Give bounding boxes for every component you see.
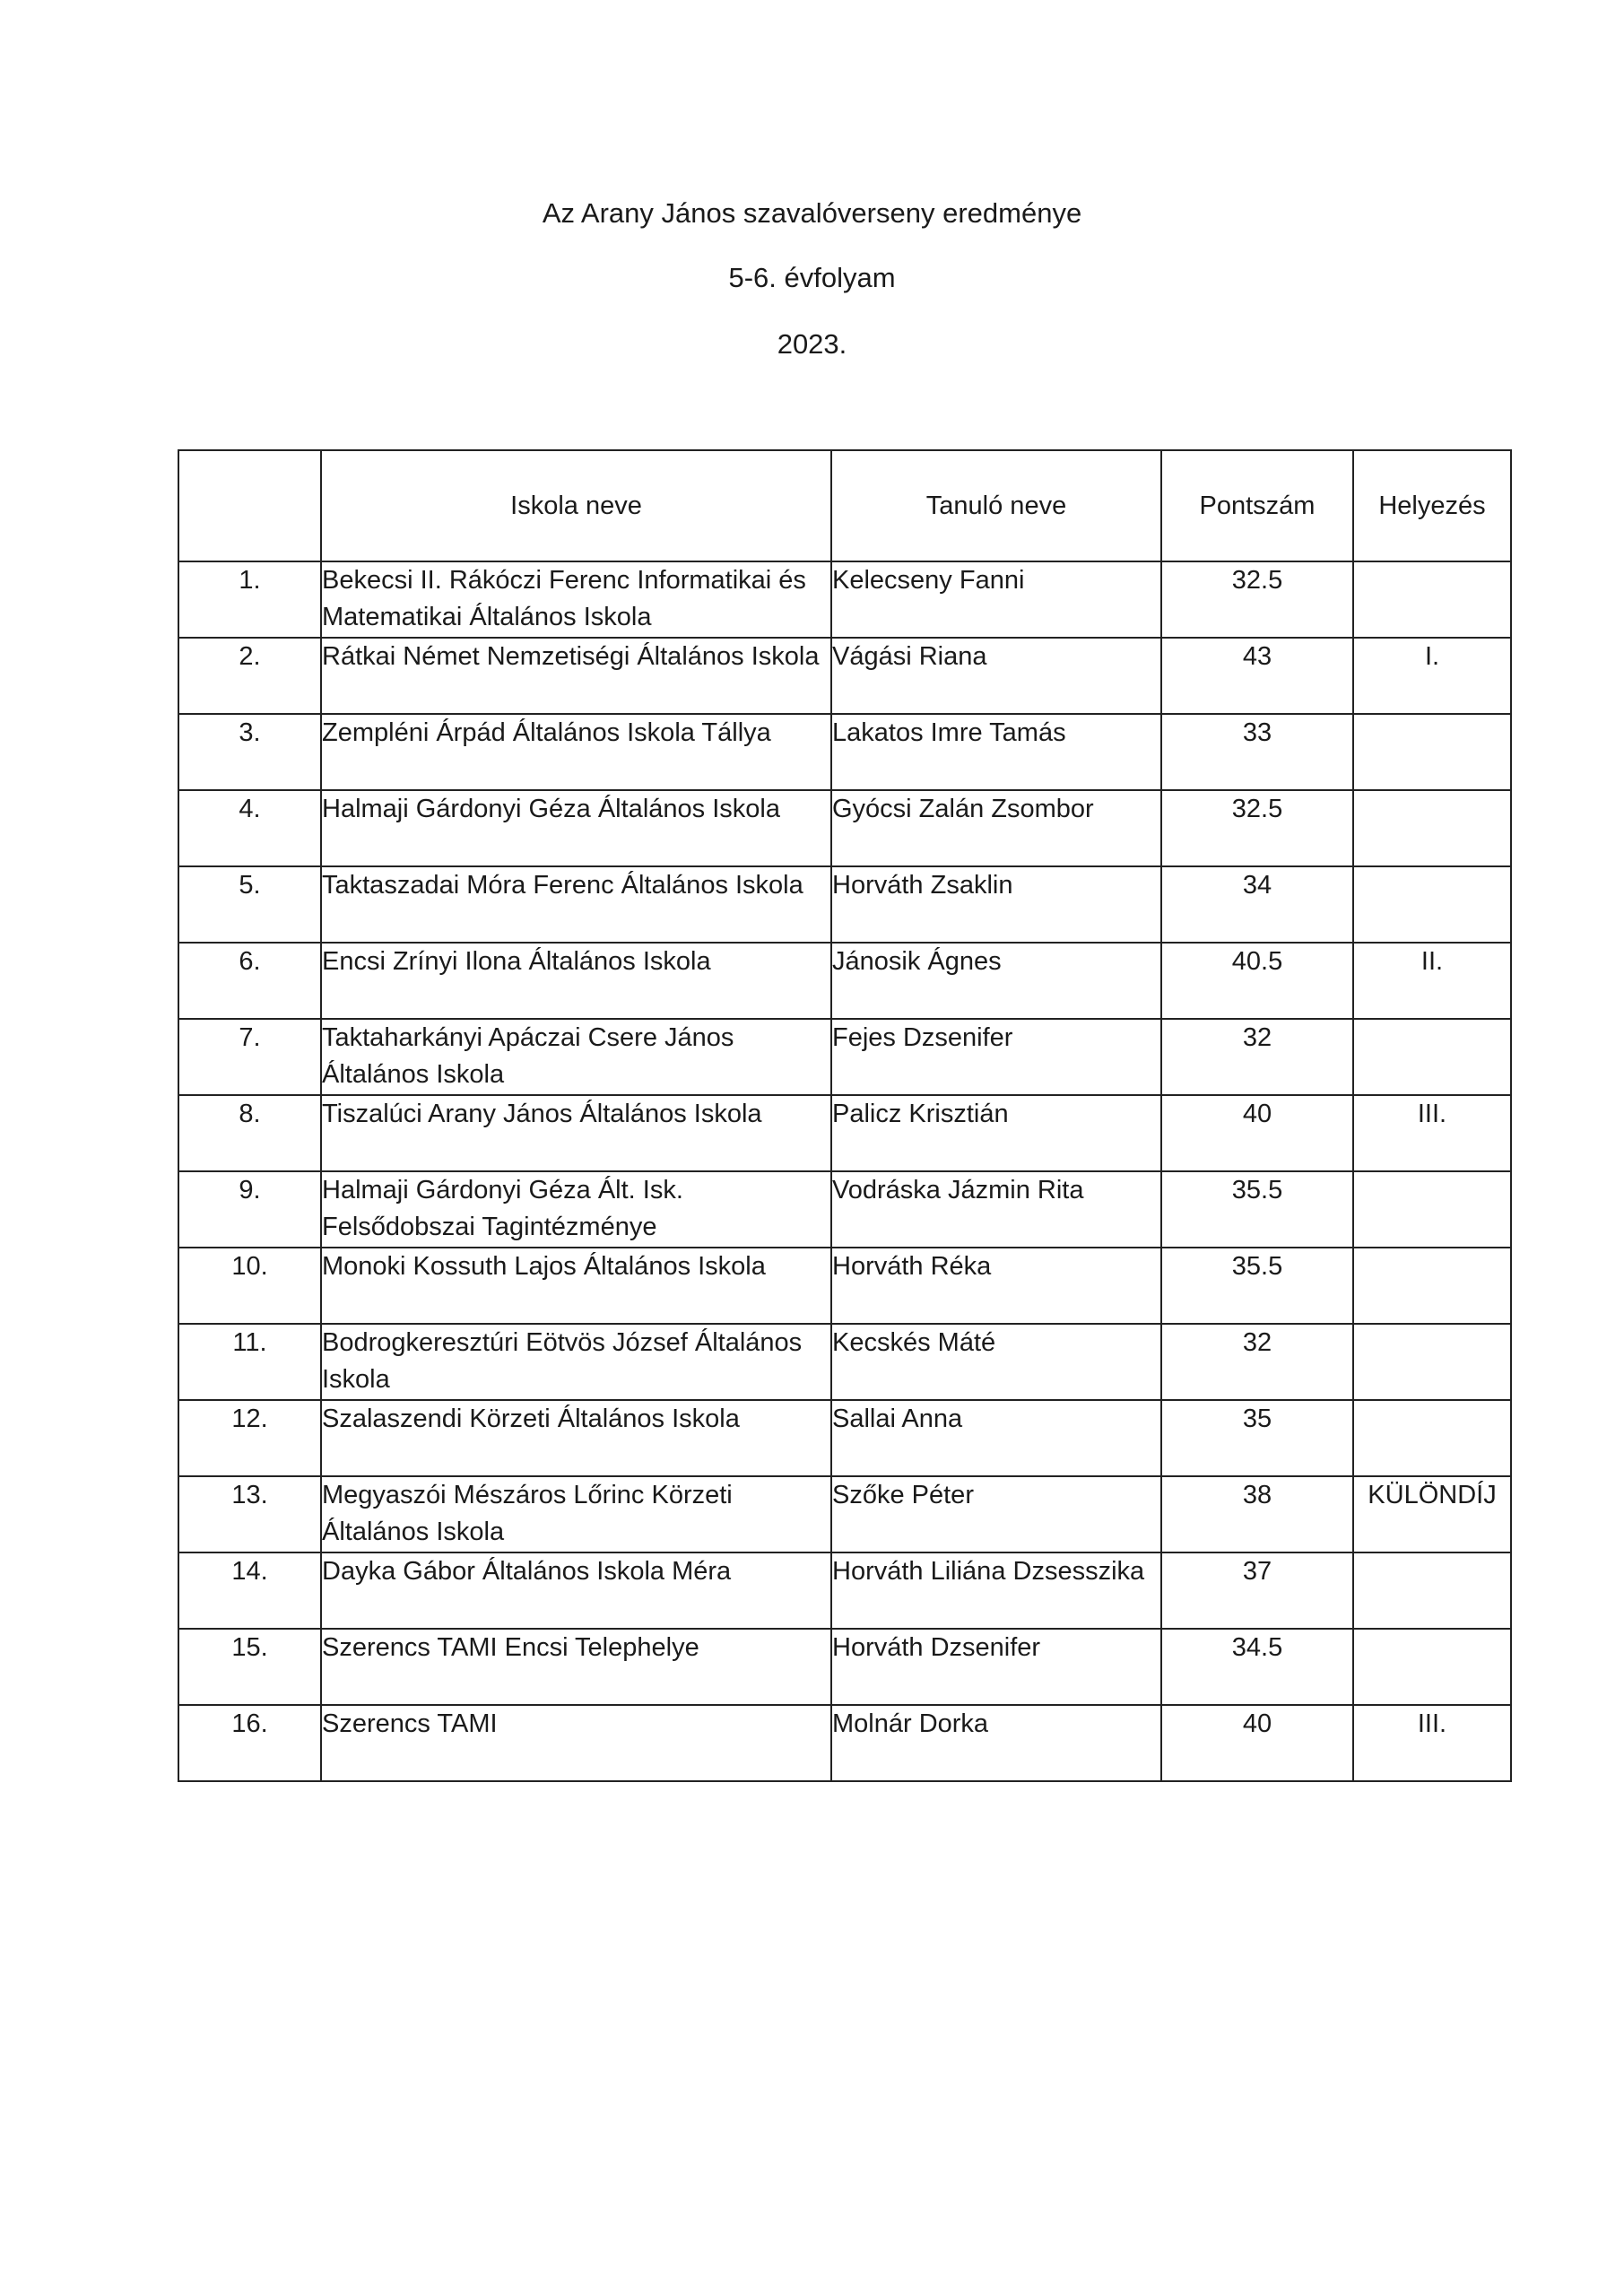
row-number: 10. bbox=[178, 1248, 321, 1324]
table-row bbox=[178, 561, 1511, 638]
row-number: 2. bbox=[178, 638, 321, 714]
score-value: 34.5 bbox=[1161, 1629, 1353, 1705]
placement bbox=[1353, 1400, 1511, 1476]
school-name: Halmaji Gárdonyi Géza Ált. Isk. Felsődobszai Tagintézménye bbox=[321, 1171, 831, 1248]
placement bbox=[1353, 1629, 1511, 1705]
student-name: Horváth Réka bbox=[831, 1248, 1161, 1324]
student-name: Szőke Péter bbox=[831, 1476, 1161, 1552]
school-name: Megyaszói Mészáros Lőrinc Körzeti Általános Iskola bbox=[321, 1476, 831, 1552]
student-name: Horváth Zsaklin bbox=[831, 866, 1161, 943]
row-number: 1. bbox=[178, 561, 321, 638]
table-row bbox=[178, 638, 1511, 714]
table-row bbox=[178, 1552, 1511, 1629]
table-row bbox=[178, 1248, 1511, 1324]
school-name: Halmaji Gárdonyi Géza Általános Iskola bbox=[321, 790, 831, 866]
student-name: Fejes Dzsenifer bbox=[831, 1019, 1161, 1095]
table-row bbox=[178, 1095, 1511, 1171]
row-number: 13. bbox=[178, 1476, 321, 1552]
score-value: 33 bbox=[1161, 714, 1353, 790]
year-label: 2023. bbox=[777, 328, 847, 360]
student-name: Sallai Anna bbox=[831, 1400, 1161, 1476]
table-row bbox=[178, 1324, 1511, 1400]
score-value: 35 bbox=[1161, 1400, 1353, 1476]
student-name: Molnár Dorka bbox=[831, 1705, 1161, 1781]
row-number: 7. bbox=[178, 1019, 321, 1095]
placement: KÜLÖNDÍJ bbox=[1353, 1476, 1511, 1552]
placement: I. bbox=[1353, 638, 1511, 714]
column-header-school: Iskola neve bbox=[321, 450, 831, 561]
row-number: 14. bbox=[178, 1552, 321, 1629]
student-name: Vágási Riana bbox=[831, 638, 1161, 714]
column-header-place: Helyezés bbox=[1353, 450, 1511, 561]
score-value: 32 bbox=[1161, 1019, 1353, 1095]
placement bbox=[1353, 1019, 1511, 1095]
score-value: 32.5 bbox=[1161, 561, 1353, 638]
row-number: 15. bbox=[178, 1629, 321, 1705]
column-header-number bbox=[178, 450, 321, 561]
score-value: 35.5 bbox=[1161, 1171, 1353, 1248]
placement bbox=[1353, 561, 1511, 638]
placement bbox=[1353, 1552, 1511, 1629]
row-number: 8. bbox=[178, 1095, 321, 1171]
score-value: 38 bbox=[1161, 1476, 1353, 1552]
student-name: Horváth Liliána Dzsesszika bbox=[831, 1552, 1161, 1629]
row-number: 6. bbox=[178, 943, 321, 1019]
score-value: 37 bbox=[1161, 1552, 1353, 1629]
school-name: Szalaszendi Körzeti Általános Iskola bbox=[321, 1400, 831, 1476]
table-row bbox=[178, 1476, 1511, 1552]
placement bbox=[1353, 714, 1511, 790]
school-name: Zempléni Árpád Általános Iskola Tállya bbox=[321, 714, 831, 790]
row-number: 16. bbox=[178, 1705, 321, 1781]
school-name: Szerencs TAMI bbox=[321, 1705, 831, 1781]
results-table bbox=[178, 449, 1512, 1782]
table-row bbox=[178, 1400, 1511, 1476]
column-header-score: Pontszám bbox=[1161, 450, 1353, 561]
placement bbox=[1353, 790, 1511, 866]
score-value: 35.5 bbox=[1161, 1248, 1353, 1324]
school-name: Bekecsi II. Rákóczi Ferenc Informatikai és Matematikai Általános Iskola bbox=[321, 561, 831, 638]
school-name: Encsi Zrínyi Ilona Általános Iskola bbox=[321, 943, 831, 1019]
score-value: 34 bbox=[1161, 866, 1353, 943]
student-name: Gyócsi Zalán Zsombor bbox=[831, 790, 1161, 866]
placement: II. bbox=[1353, 943, 1511, 1019]
table-header-row bbox=[178, 450, 1511, 561]
score-value: 40.5 bbox=[1161, 943, 1353, 1019]
school-name: Taktaharkányi Apáczai Csere János Általános Iskola bbox=[321, 1019, 831, 1095]
school-name: Tiszalúci Arany János Általános Iskola bbox=[321, 1095, 831, 1171]
placement: III. bbox=[1353, 1095, 1511, 1171]
row-number: 11. bbox=[178, 1324, 321, 1400]
score-value: 43 bbox=[1161, 638, 1353, 714]
student-name: Jánosik Ágnes bbox=[831, 943, 1161, 1019]
results-table-body bbox=[178, 561, 1511, 1781]
student-name: Vodráska Jázmin Rita bbox=[831, 1171, 1161, 1248]
score-value: 32.5 bbox=[1161, 790, 1353, 866]
student-name: Lakatos Imre Tamás bbox=[831, 714, 1161, 790]
table-row bbox=[178, 1705, 1511, 1781]
table-row bbox=[178, 1629, 1511, 1705]
placement bbox=[1353, 866, 1511, 943]
row-number: 9. bbox=[178, 1171, 321, 1248]
document-title: Az Arany János szavalóverseny eredménye bbox=[542, 197, 1082, 229]
table-row bbox=[178, 866, 1511, 943]
school-name: Dayka Gábor Általános Iskola Méra bbox=[321, 1552, 831, 1629]
placement: III. bbox=[1353, 1705, 1511, 1781]
grade-subtitle: 5-6. évfolyam bbox=[728, 262, 896, 293]
student-name: Palicz Krisztián bbox=[831, 1095, 1161, 1171]
placement bbox=[1353, 1248, 1511, 1324]
score-value: 40 bbox=[1161, 1095, 1353, 1171]
school-name: Rátkai Német Nemzetiségi Általános Iskola bbox=[321, 638, 831, 714]
table-row bbox=[178, 790, 1511, 866]
student-name: Horváth Dzsenifer bbox=[831, 1629, 1161, 1705]
placement bbox=[1353, 1324, 1511, 1400]
student-name: Kelecseny Fanni bbox=[831, 561, 1161, 638]
school-name: Bodrogkeresztúri Eötvös József Általános Iskola bbox=[321, 1324, 831, 1400]
school-name: Szerencs TAMI Encsi Telephelye bbox=[321, 1629, 831, 1705]
row-number: 4. bbox=[178, 790, 321, 866]
table-row bbox=[178, 714, 1511, 790]
table-row bbox=[178, 1171, 1511, 1248]
column-header-student: Tanuló neve bbox=[831, 450, 1161, 561]
score-value: 40 bbox=[1161, 1705, 1353, 1781]
school-name: Monoki Kossuth Lajos Általános Iskola bbox=[321, 1248, 831, 1324]
placement bbox=[1353, 1171, 1511, 1248]
score-value: 32 bbox=[1161, 1324, 1353, 1400]
student-name: Kecskés Máté bbox=[831, 1324, 1161, 1400]
row-number: 5. bbox=[178, 866, 321, 943]
row-number: 3. bbox=[178, 714, 321, 790]
row-number: 12. bbox=[178, 1400, 321, 1476]
table-row bbox=[178, 1019, 1511, 1095]
table-row bbox=[178, 943, 1511, 1019]
school-name: Taktaszadai Móra Ferenc Általános Iskola bbox=[321, 866, 831, 943]
